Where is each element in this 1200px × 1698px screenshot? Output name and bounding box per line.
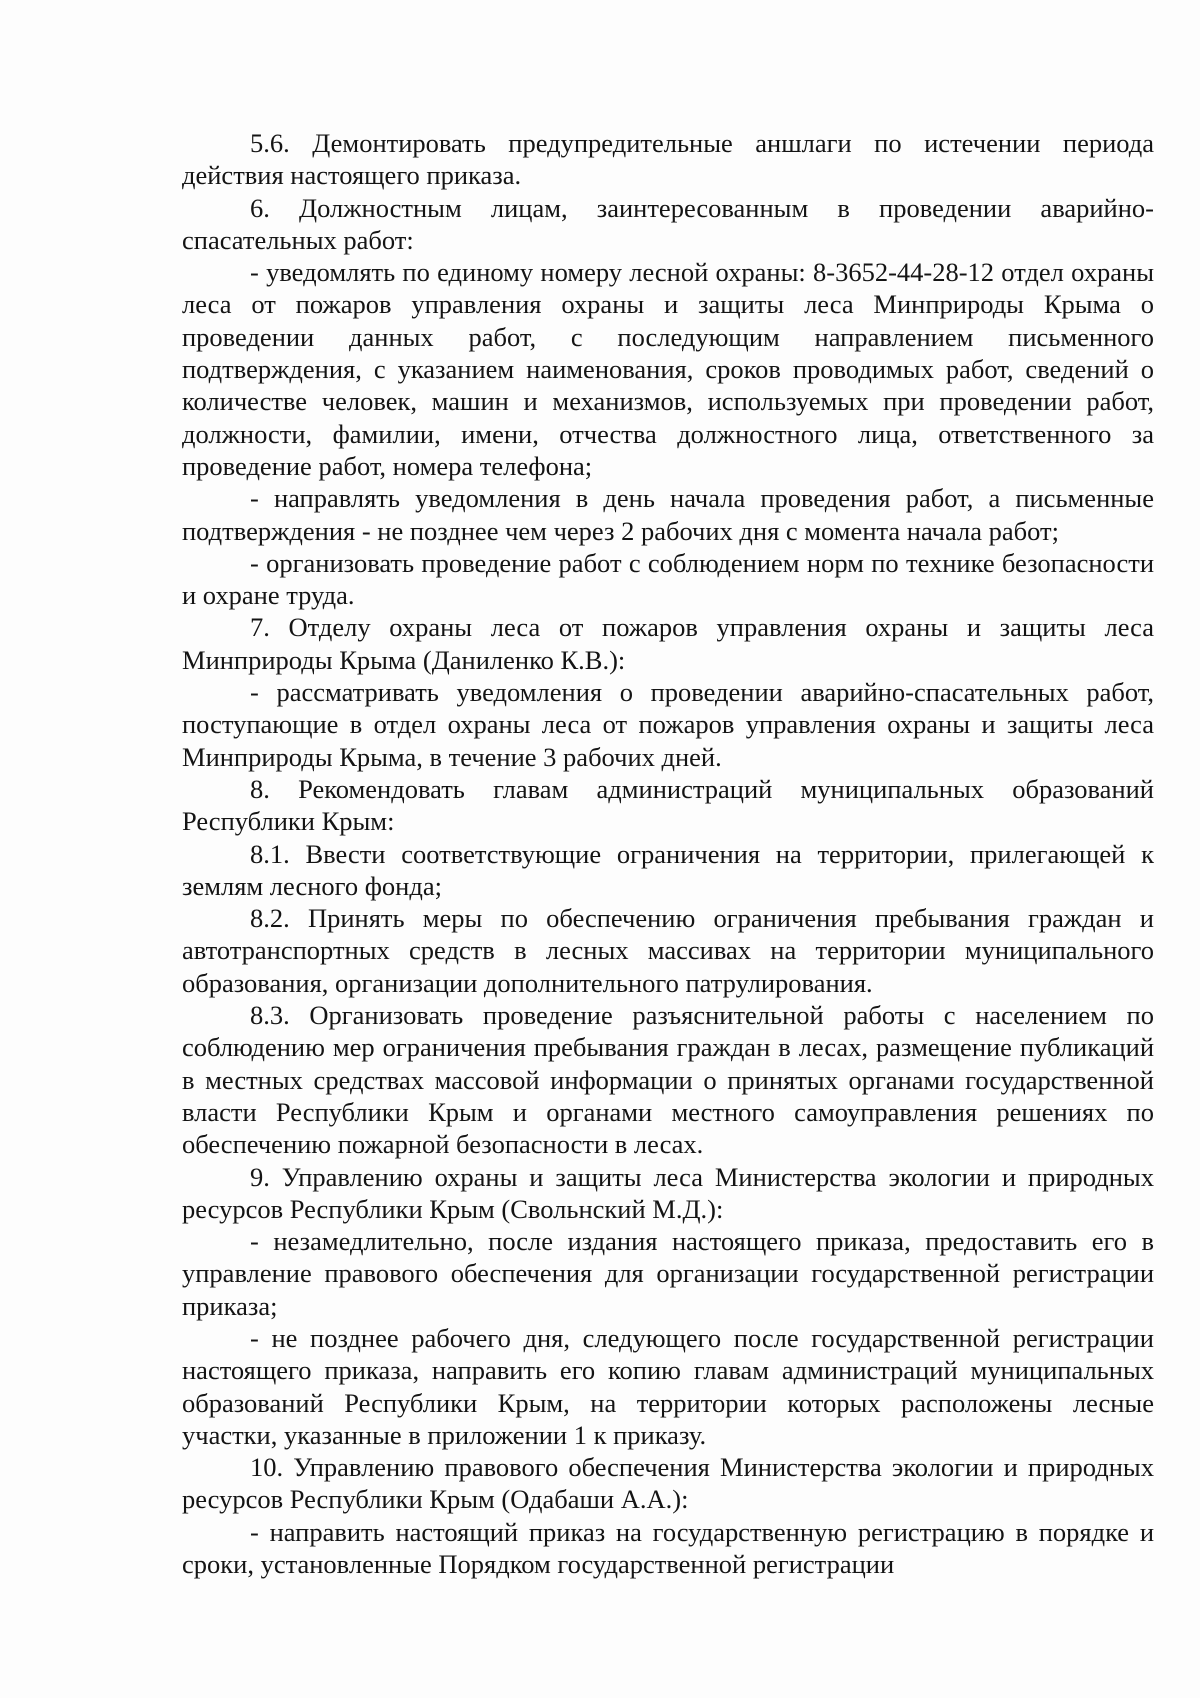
- paragraph-8: 8. Рекомендовать главам администраций муниципальных образований Республики Крым:: [182, 773, 1154, 837]
- paragraph-7: 7. Отделу охраны леса от пожаров управления охраны и защиты леса Минприроды Крыма (Даниленко К.В.):: [182, 612, 1154, 675]
- paragraph-5-6: 5.6. Демонтировать предупредительные аншлаги по истечении периода действия настоящего приказа.: [182, 128, 1154, 191]
- paragraph-8-3: 8.3. Организовать проведение разъяснительной работы с населением по соблюдению мер ограничения пребывания граждан в лесах, размещение публикаций в местных средствах массовой информации о принятых органами государственной власти Республики Крым и органами местного самоуправления решениях по обеспечению пожарной безопасности в лесах.: [182, 1000, 1154, 1160]
- paragraph-7-review: - рассматривать уведомления о проведении аварийно-спасательных работ, поступающие в отдел охраны леса от пожаров управления охраны и защиты леса Минприроды Крыма, в течение 3 рабочих дней.: [182, 677, 1154, 772]
- paragraph-10: 10. Управлению правового обеспечения Министерства экологии и природных ресурсов Республики Крым (Одабаши А.А.):: [182, 1452, 1154, 1515]
- paragraph-6-organize: - организовать проведение работ с соблюдением норм по технике безопасности и охране труда.: [182, 547, 1154, 611]
- paragraph-8-1: 8.1. Ввести соответствующие ограничения на территории, прилегающей к землям лесного фонда;: [182, 838, 1154, 901]
- document-body: [182, 127, 1154, 1580]
- paragraph-6: 6. Должностным лицам, заинтересованным в проведении аварийно-спасательных работ:: [182, 192, 1154, 255]
- paragraph-8-2: 8.2. Принять меры по обеспечению ограничения пребывания граждан и автотранспортных средств в лесных массивах на территории муниципального образования, организации дополнительного патрулирования.: [182, 903, 1154, 998]
- paragraph-10-register: - направить настоящий приказ на государственную регистрацию в порядке и сроки, установленные Порядком государственной регистрации: [182, 1516, 1154, 1580]
- paragraph-9-distribute: - не позднее рабочего дня, следующего после государственной регистрации настоящего приказа, направить его копию главам администраций муниципальных образований Республики Крым, на территории которых расположены лесные участки, указанные в приложении 1 к приказу.: [182, 1322, 1154, 1450]
- paragraph-9-submit: - незамедлительно, после издания настоящего приказа, предоставить его в управление правового обеспечения для организации государственной регистрации приказа;: [182, 1226, 1154, 1321]
- paragraph-6-notify: - уведомлять по единому номеру лесной охраны: 8-3652-44-28-12 отдел охраны леса от пожаров управления охраны и защиты леса Минприроды Крыма о проведении данных работ, с последующим направлением письменного подтверждения, с указанием наименования, сроков проводимых работ, сведений о количестве человек, машин и механизмов, используемых при проведении работ, должности, фамилии, имени, отчества должностного лица, ответственного за проведение работ, номера телефона;: [182, 257, 1154, 481]
- paragraph-6-send: - направлять уведомления в день начала проведения работ, а письменные подтверждения - не позднее чем через 2 рабочих дня с момента начала работ;: [182, 483, 1154, 546]
- paragraph-9: 9. Управлению охраны и защиты леса Министерства экологии и природных ресурсов Республики Крым (Свольнский М.Д.):: [182, 1161, 1154, 1224]
